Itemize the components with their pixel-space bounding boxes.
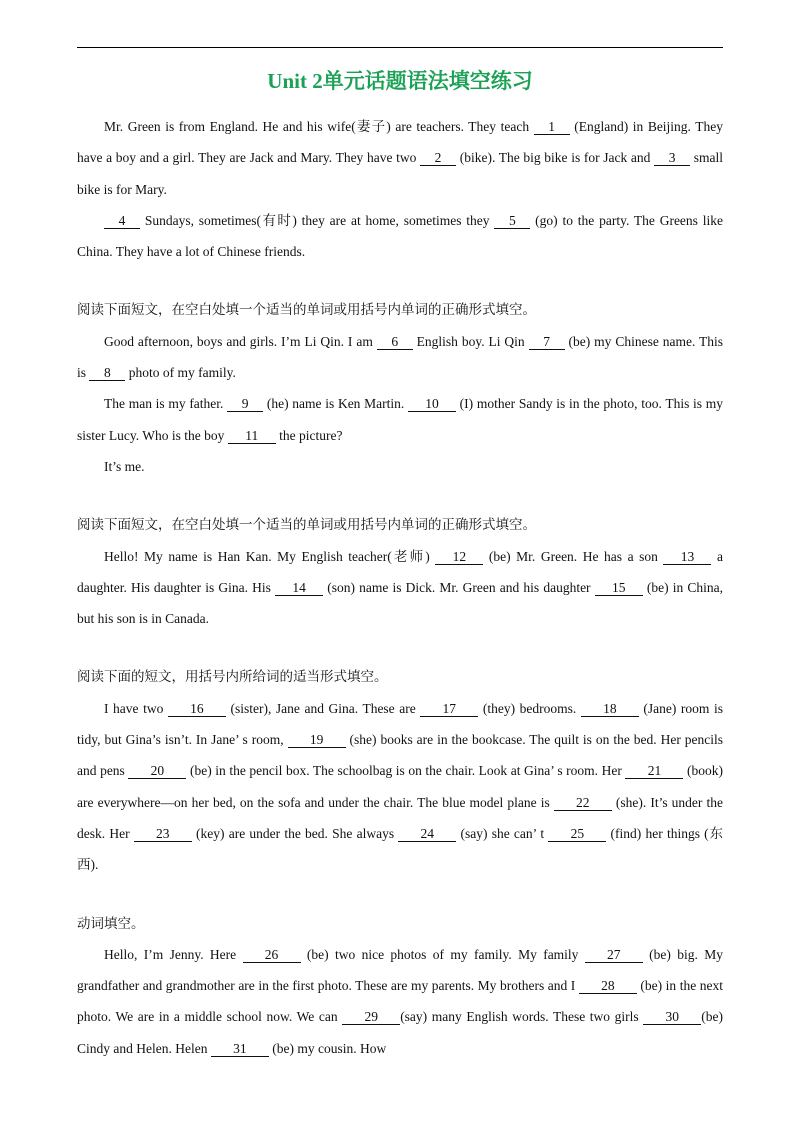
passage-paragraph: The man is my father. 9 (he) name is Ken Martin. 10 (I) mother Sandy is in the photo, too. This is my sister Lucy. Who is the boy 11 the picture? (77, 396, 723, 443)
passage-paragraph: Good afternoon, boys and girls. I’m Li Qin. I am 6 English boy. Li Qin 7 (be) my Chinese name. This is 8 photo of my family. (77, 333, 724, 381)
passage-paragraph: Mr. Green is from England. He and his wife(妻子) are teachers. They teach 1 (England) in Beijing. They have a boy and a girl. They are Jack and Mary. They have two 2 (bike). The big bike is for Jack and 3 small bike is for Mary. (77, 119, 724, 197)
section-instruction: 阅读下面短文，在空白处填一个适当的单词或用括号内单词的正确形式填空。 (77, 517, 536, 533)
blank-17[interactable]: 17 (420, 701, 478, 717)
blank-9[interactable]: 9 (227, 396, 263, 412)
blank-20[interactable]: 20 (128, 763, 186, 779)
passage-paragraph: 4 Sundays, sometimes(有时) they are at home, sometimes they 5 (go) to the party. The Greens like China. They have a lot of Chinese friends. (77, 212, 723, 260)
exercise-content (77, 111, 723, 1064)
passage-paragraph: It’s me. (104, 458, 145, 474)
section-instruction: 动词填空。 (77, 915, 145, 931)
blank-25[interactable]: 25 (548, 826, 606, 842)
blank-28[interactable]: 28 (579, 978, 637, 994)
passage-paragraph: I have two 16 (sister), Jane and Gina. These are 17 (they) bedrooms. 18 (Jane) room is tidy, but Gina’s isn’t. In Jane’ s room, 19 (she) books are in the bookcase. The quilt is on the bed. Her pencils and pens 20 (be) in the pencil box. The schoolbag is on the chair. Look at Gina’ s room. Her 21 (book) are everywhere—on her bed, on the sofa and under the chair. The blue model plane is 22 (she). It’s under the desk. Her 23 (key) are under the bed. She always 24 (say) she can’ t 25 (find) her things (东西). (77, 700, 724, 873)
top-rule (77, 47, 723, 48)
blank-11[interactable]: 11 (228, 428, 276, 444)
blank-31[interactable]: 31 (211, 1041, 269, 1057)
blank-24[interactable]: 24 (398, 826, 456, 842)
blank-3[interactable]: 3 (654, 150, 690, 166)
blank-12[interactable]: 12 (435, 549, 483, 565)
blank-27[interactable]: 27 (585, 947, 643, 963)
blank-2[interactable]: 2 (420, 150, 456, 166)
blank-6[interactable]: 6 (377, 334, 413, 350)
blank-29[interactable]: 29 (342, 1009, 400, 1025)
blank-7[interactable]: 7 (529, 334, 565, 350)
blank-30[interactable]: 30 (643, 1009, 701, 1025)
blank-4[interactable]: 4 (104, 213, 140, 229)
blank-23[interactable]: 23 (134, 826, 192, 842)
passage-paragraph: Hello! My name is Han Kan. My English teacher(老师) 12 (be) Mr. Green. He has a son 13 a daughter. His daughter is Gina. His 14 (son) name is Dick. Mr. Green and his daughter 15 (be) in China, but his son is in Canada. (77, 548, 723, 627)
page-title: Unit 2单元话题语法填空练习 (267, 69, 533, 93)
passage-paragraph: Hello, I’m Jenny. Here 26 (be) two nice photos of my family. My family 27 (be) big. My grandfather and grandmother are in the first photo. These are my parents. My brothers and I 28 (be) in the next photo. We are in a middle school now. We can 29 (say) many English words. These two girls 30 (be) Cindy and Helen. Helen 31 (be) my cousin. How (77, 946, 723, 1056)
blank-21[interactable]: 21 (625, 763, 683, 779)
blank-16[interactable]: 16 (168, 701, 226, 717)
blank-10[interactable]: 10 (408, 396, 456, 412)
blank-15[interactable]: 15 (595, 580, 643, 596)
blank-18[interactable]: 18 (581, 701, 639, 717)
blank-14[interactable]: 14 (275, 580, 323, 596)
section-instruction: 阅读下面的短文，用括号内所给词的适当形式填空。 (77, 669, 388, 685)
blank-5[interactable]: 5 (494, 213, 530, 229)
blank-26[interactable]: 26 (243, 947, 301, 963)
blank-19[interactable]: 19 (288, 732, 346, 748)
blank-13[interactable]: 13 (663, 549, 711, 565)
blank-8[interactable]: 8 (89, 365, 125, 381)
blank-22[interactable]: 22 (554, 795, 612, 811)
section-instruction: 阅读下面短文，在空白处填一个适当的单词或用括号内单词的正确形式填空。 (77, 302, 536, 318)
blank-1[interactable]: 1 (534, 119, 570, 135)
